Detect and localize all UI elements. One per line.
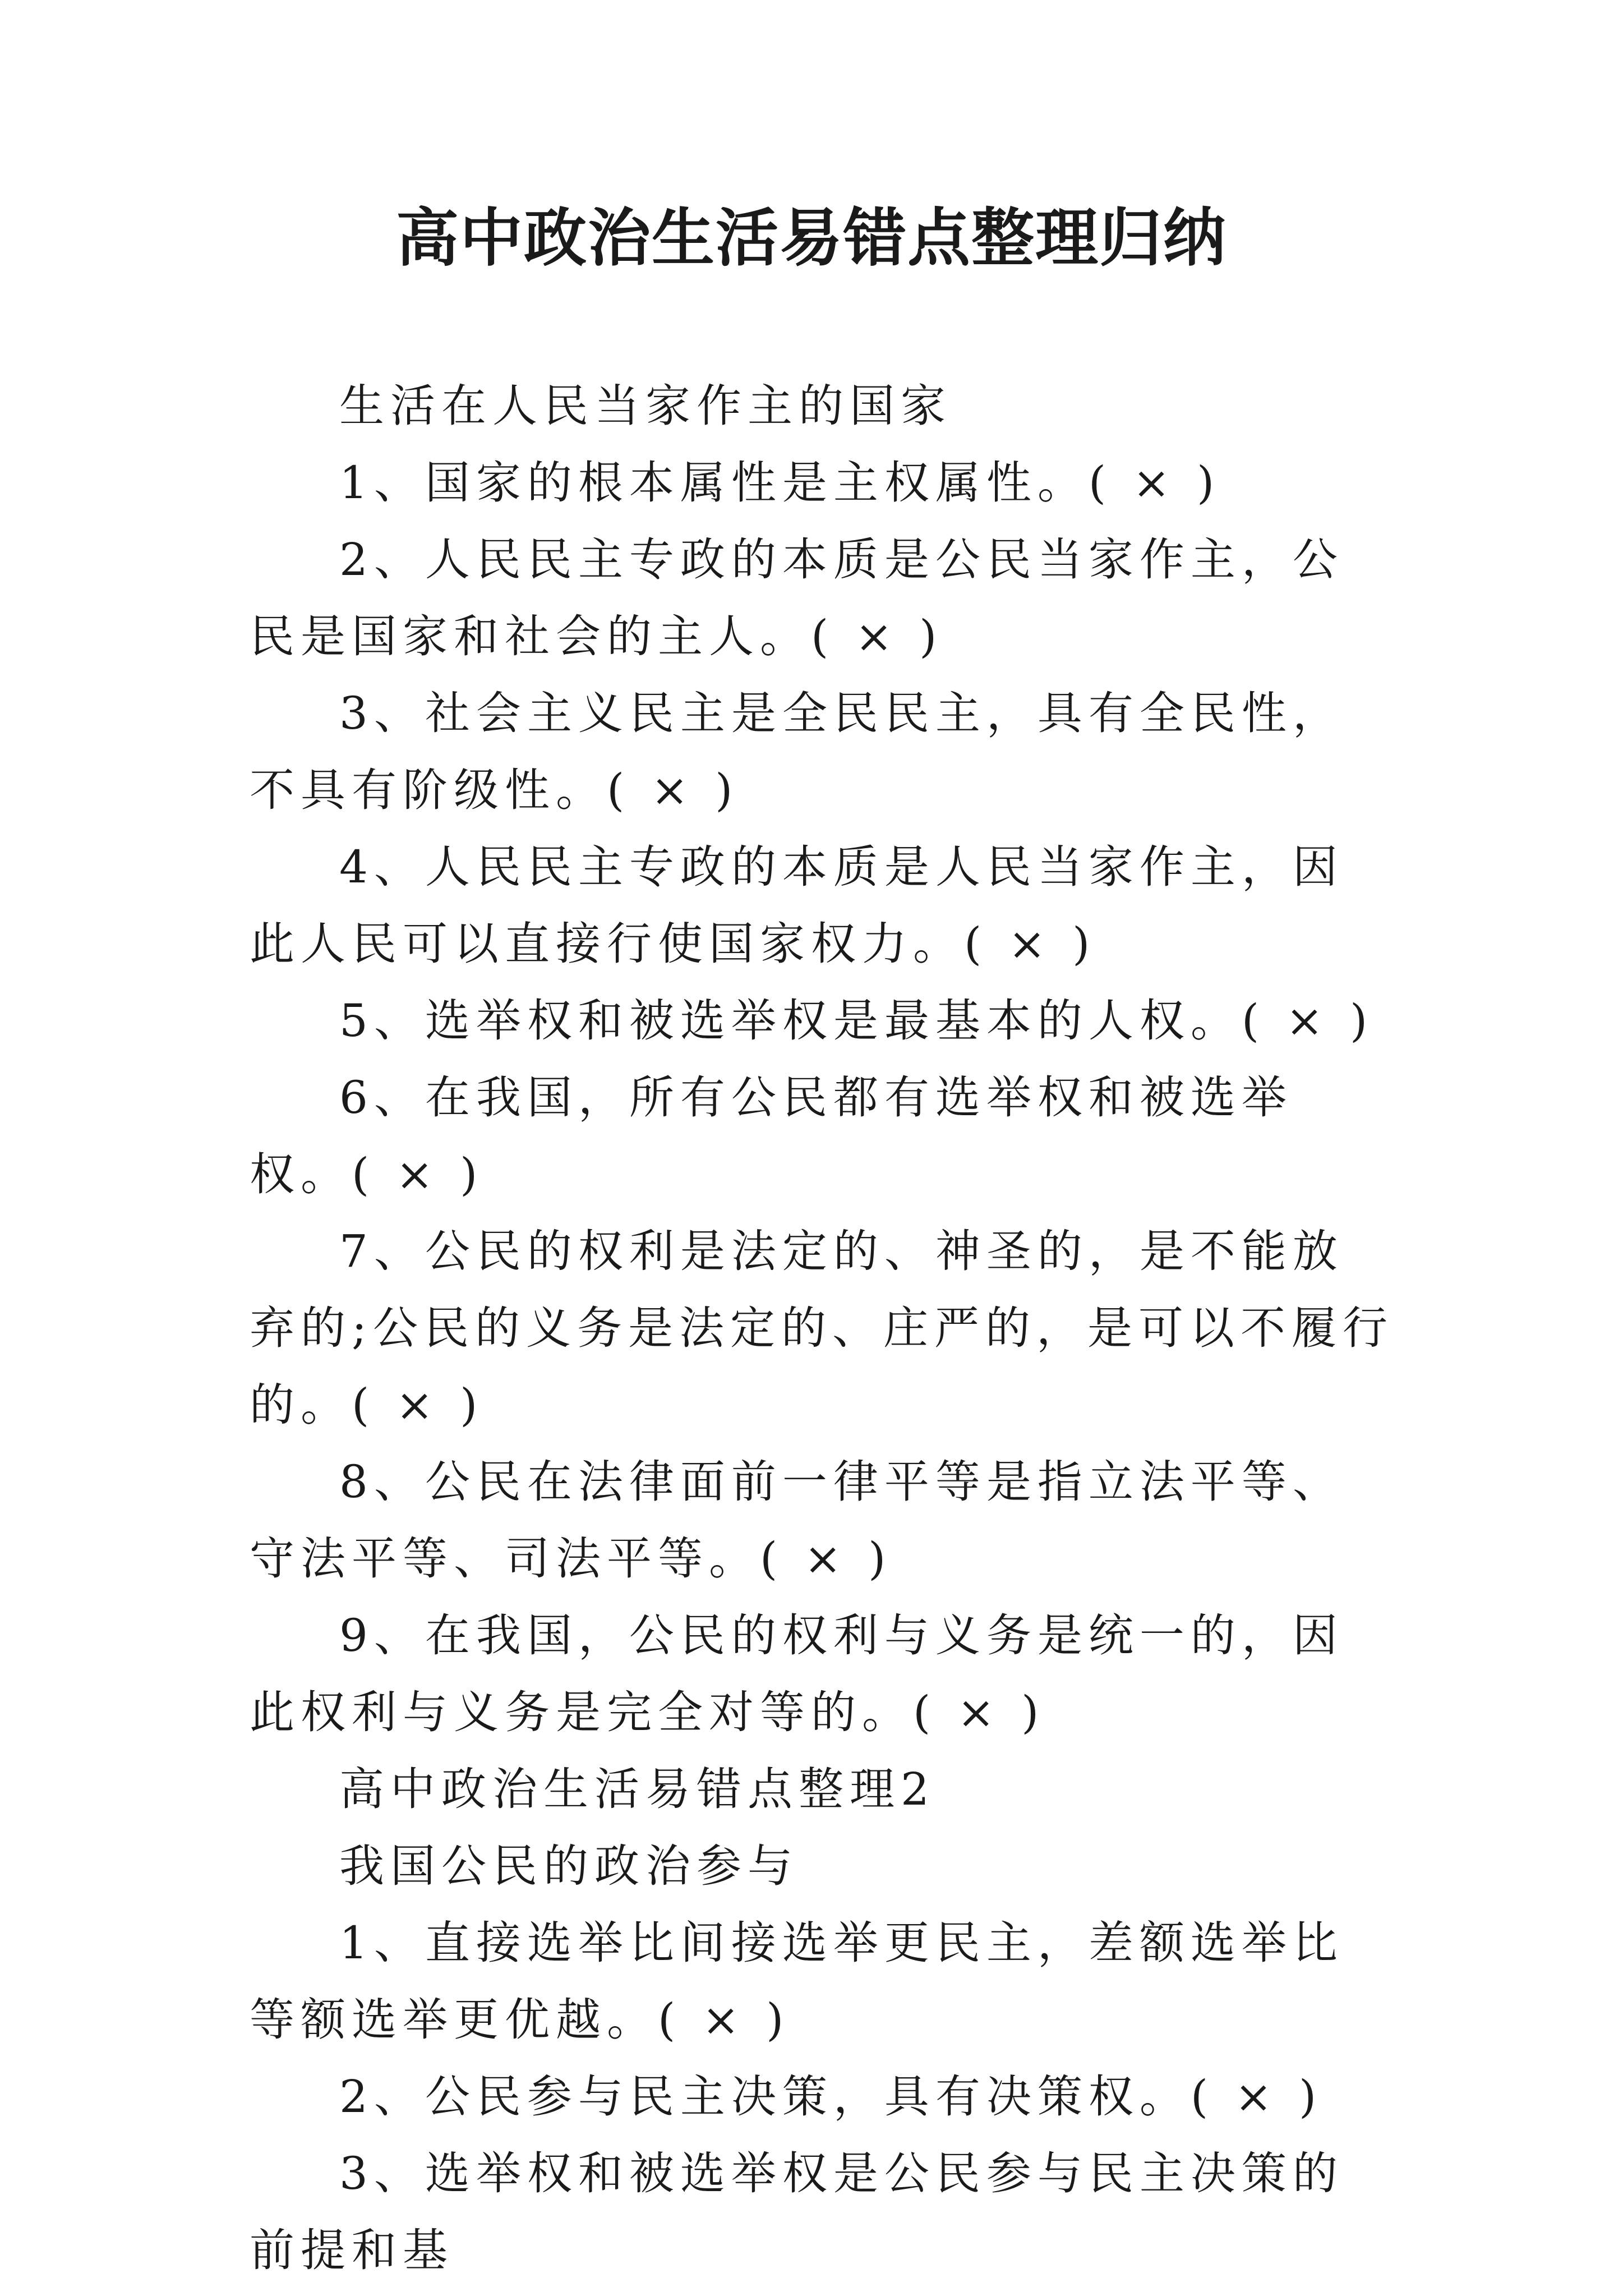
paragraph: 2、人民民主专政的本质是公民当家作主，公民是国家和社会的主人。( × ) <box>250 533 1344 662</box>
paragraph: 3、选举权和被选举权是公民参与民主决策的前提和基 <box>250 2147 1344 2276</box>
paragraph: 3、社会主义民主是全民民主，具有全民性，不具有阶级性。( × ) <box>250 687 1344 816</box>
paragraph: 1、直接选举比间接选举更民主，差额选举比等额选举更优越。( × ) <box>250 1917 1344 2046</box>
paragraph: 1、国家的根本属性是主权属性。( × ) <box>339 457 1221 509</box>
paragraph: 8、公民在法律面前一律平等是指立法平等、守法平等、司法平等。( × ) <box>250 1456 1344 1585</box>
paragraph: 4、人民民主专政的本质是人民当家作主，因此人民可以直接行使国家权力。( × ) <box>250 841 1344 970</box>
section-heading: 生活在人民当家作主的国家 <box>339 380 952 432</box>
paragraph: 6、在我国，所有公民都有选举权和被选举权。( × ) <box>250 1071 1293 1200</box>
paragraph: 2、公民参与民主决策，具有决策权。( × ) <box>339 2070 1323 2123</box>
section-heading: 高中政治生活易错点整理2 <box>339 1763 935 1815</box>
paragraph: 5、选举权和被选举权是最基本的人权。( × ) <box>339 995 1374 1047</box>
document-title: 高中政治生活易错点整理归纳 <box>396 201 1227 275</box>
paragraph: 7、公民的权利是法定的、神圣的，是不能放弃的;公民的义务是法定的、庄严的，是可以不履行的。( × ) <box>250 1225 1394 1431</box>
document-body <box>250 367 1394 2289</box>
paragraph: 9、在我国，公民的权利与义务是统一的，因此权利与义务是完全对等的。( × ) <box>250 1609 1344 1738</box>
section-heading: 我国公民的政治参与 <box>339 1840 799 1892</box>
